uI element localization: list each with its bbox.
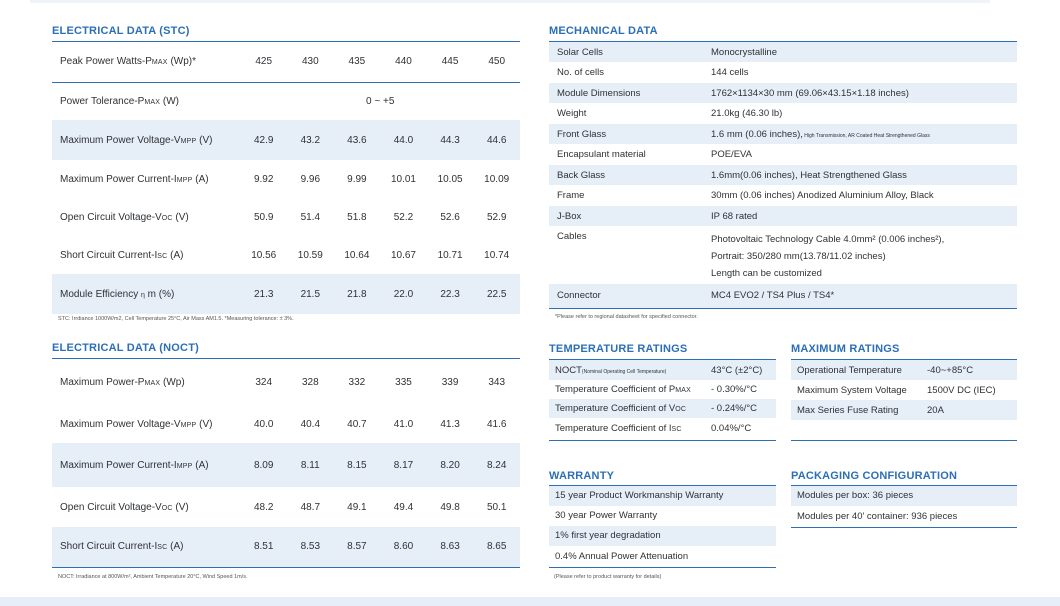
table-row [549, 284, 1017, 308]
list-item: 1% first year degradation [549, 526, 776, 546]
table-cell: 10.74 [484, 249, 510, 261]
table-row [52, 274, 520, 314]
table-cell: 50.1 [486, 501, 507, 513]
row-label: No. of cells [557, 67, 604, 78]
noct-section-title: ELECTRICAL DATA (NOCT) [52, 342, 199, 354]
list-item: Modules per 40' container: 936 pieces [791, 506, 1017, 528]
row-label: Maximum Power Voltage-VMPP (V) [52, 120, 240, 160]
row-label: Connector [549, 284, 703, 308]
table-cell: 52.2 [393, 211, 414, 223]
table-cell: 44.6 [473, 120, 520, 160]
table-cell: 40.0 [253, 418, 274, 430]
table-cell: 44.0 [380, 120, 427, 160]
row-value: - 0.24%/°C [705, 399, 776, 418]
table-cell: 8.09 [240, 443, 287, 487]
table-row [52, 236, 520, 274]
table-row [52, 82, 520, 120]
table-row [549, 103, 1017, 124]
row-value: 144 cells [711, 67, 749, 78]
table-row [549, 83, 1017, 103]
table-cell: 21.8 [334, 274, 381, 314]
table-row [549, 399, 776, 418]
table-row [52, 527, 520, 567]
table-row [549, 124, 1017, 144]
table-cell [791, 420, 921, 440]
table-cell: 9.99 [347, 173, 367, 185]
table-cell: 343 [488, 376, 506, 388]
table-cell: 9.92 [253, 173, 274, 185]
row-value: Monocrystalline [703, 42, 1017, 62]
table-cell: 10.09 [484, 173, 510, 185]
table-cell: 430 [287, 42, 334, 82]
row-value: 1762×1134×30 mm (69.06×43.15×1.18 inches) [703, 83, 1017, 103]
table-row [791, 380, 1017, 400]
warranty-section-title: WARRANTY [549, 470, 615, 482]
table-cell: 21.3 [240, 274, 287, 314]
row-value: 30mm (0.06 inches) Anodized Aluminium Alloy, Black [711, 190, 934, 201]
table-cell: 51.8 [347, 211, 367, 223]
table-cell: 40.4 [300, 418, 321, 430]
table-cell: 41.0 [393, 418, 414, 430]
table-cell: 8.24 [473, 443, 520, 487]
row-value: 1.6mm(0.06 inches), Heat Strengthened Glass [703, 165, 1017, 185]
table-row [549, 418, 776, 440]
table-cell: 8.57 [334, 527, 381, 567]
table-cell: 8.65 [473, 527, 520, 567]
row-label: Short Circuit Current-ISC (A) [60, 249, 184, 261]
row-label: Encapsulant material [557, 149, 646, 160]
list-item: 0.4% Annual Power Attenuation [549, 546, 776, 568]
warranty-footnote: (Please refer to product warranty for details) [554, 574, 662, 580]
table-cell: 49.4 [393, 501, 414, 513]
row-value: MC4 EVO2 / TS4 Plus / TS4* [703, 284, 1017, 308]
table-cell: 41.3 [440, 418, 460, 430]
table-cell: 50.9 [253, 211, 274, 223]
row-value: 0.04%/°C [705, 418, 776, 440]
table-cell: 42.9 [240, 120, 287, 160]
stc-section-title: ELECTRICAL DATA (STC) [52, 25, 190, 37]
mechanical-footnote: *Please refer to regional datasheet for specified connector. [555, 314, 698, 320]
table-row [549, 360, 776, 380]
noct-footnote: NOCT: Irradiance at 800W/m², Ambient Temperature 20°C, Wind Speed 1m/s. [58, 574, 248, 580]
row-label: Module Dimensions [549, 83, 703, 103]
list-item: 30 year Power Warranty [555, 510, 658, 521]
table-row [549, 144, 1017, 165]
table-cell: 435 [334, 42, 381, 82]
row-label: Weight [557, 108, 587, 119]
table-cell: 440 [380, 42, 427, 82]
table-cell: 8.11 [287, 443, 334, 487]
table-cell: 21.5 [287, 274, 334, 314]
cable-line: Portrait: 350/280 mm(13.78/11.02 inches) [711, 251, 886, 262]
table-row [52, 405, 520, 443]
table-row [52, 120, 520, 160]
table-cell: 51.4 [300, 211, 321, 223]
top-divider [30, 0, 990, 3]
row-label: Front Glass [549, 124, 703, 144]
row-label: Solar Cells [549, 42, 703, 62]
table-row [549, 226, 1017, 284]
maximum-section-title: MAXIMUM RATINGS [791, 343, 900, 355]
table-cell: 9.96 [300, 173, 321, 185]
row-label: Cables [557, 231, 587, 242]
row-label: Temperature Coefficient of ISC [549, 418, 705, 440]
mechanical-section-title: MECHANICAL DATA [549, 25, 658, 37]
row-label: NOCT(Nominal Operating Cell Temperature) [549, 360, 705, 380]
table-cell: 8.60 [380, 527, 427, 567]
table-row [791, 360, 1017, 380]
row-value: 1500V DC (IEC) [927, 384, 996, 396]
table-cell: 10.01 [390, 173, 416, 185]
list-item: Modules per box: 36 pieces [791, 486, 1017, 506]
table-row [52, 443, 520, 487]
table-cell: 445 [427, 42, 474, 82]
table-cell: 335 [395, 376, 412, 388]
stc-footnote: STC: Irrdiance 1000W/m2, Cell Temperature 25°C, Air Mass AM1.5. *Measuring tolerance: ± 3%. [58, 316, 294, 322]
table-cell: 339 [441, 376, 459, 388]
table-cell: 43.6 [334, 120, 381, 160]
table-row [52, 487, 520, 527]
row-value: POE/EVA [711, 149, 753, 160]
mechanical-table [549, 42, 1017, 309]
row-label: Maximum Power-PMAX (Wp) [60, 376, 185, 388]
row-label: J-Box [549, 206, 703, 226]
cable-line: Length can be customized [711, 268, 822, 279]
warranty-list [549, 486, 776, 568]
table-row [52, 160, 520, 198]
row-value [703, 226, 1017, 284]
table-cell: 49.8 [440, 501, 460, 513]
table-cell: 41.6 [486, 418, 507, 430]
table-cell: 10.59 [297, 249, 323, 261]
table-cell: 8.20 [427, 443, 474, 487]
row-value: IP 68 rated [703, 206, 1017, 226]
table-cell: 43.2 [287, 120, 334, 160]
maximum-table [791, 360, 1017, 441]
table-row [791, 400, 1017, 420]
row-value: 21.0kg (46.30 lb) [711, 108, 783, 119]
packaging-list [791, 486, 1017, 528]
table-cell: 48.7 [300, 501, 321, 513]
table-row [791, 420, 1017, 440]
table-cell: 10.56 [251, 249, 277, 261]
row-label: Maximum Power Current-IMPP (A) [52, 443, 240, 487]
table-cell: 0 ~ +5 [366, 95, 395, 107]
row-label: Short Circuit Current-ISC (A) [52, 527, 240, 567]
table-cell: 10.05 [437, 173, 463, 185]
table-cell: 44.3 [427, 120, 474, 160]
row-label: Frame [557, 190, 585, 201]
table-cell: 22.5 [473, 274, 520, 314]
row-label: Back Glass [549, 165, 703, 185]
stc-table [52, 42, 520, 314]
table-row [549, 206, 1017, 226]
table-cell: 332 [348, 376, 366, 388]
row-label: Maximum Power Voltage-VMPP (V) [60, 418, 213, 430]
row-label: Maximum Power Current-IMPP (A) [60, 173, 209, 185]
table-cell: 8.15 [334, 443, 381, 487]
table-cell: 52.9 [486, 211, 507, 223]
row-label: Operational Temperature [791, 360, 921, 380]
table-cell: 40.7 [347, 418, 367, 430]
row-value: - 0.30%/°C [711, 384, 758, 395]
table-row [52, 359, 520, 405]
row-label: Open Circuit Voltage-VOC (V) [60, 211, 189, 223]
row-label: Open Circuit Voltage-VOC (V) [60, 501, 189, 513]
table-cell: 324 [255, 376, 273, 388]
table-cell: 10.71 [437, 249, 463, 261]
row-label: Power Tolerance-PMAX (W) [60, 95, 179, 107]
table-cell: 8.63 [427, 527, 474, 567]
row-value: 43°C (±2°C) [705, 360, 776, 380]
row-label: Module Efficiency η m (%) [52, 274, 240, 314]
table-cell: 22.3 [427, 274, 474, 314]
row-value: 1.6 mm (0.06 inches), High Transmission, AR Coated Heat Strengthened Glass [703, 124, 1017, 144]
table-row [549, 42, 1017, 62]
row-label: Peak Power Watts-PMAX (Wp)* [52, 42, 240, 82]
table-row [549, 380, 776, 399]
row-label: Temperature Coefficient of PMAX [555, 384, 692, 395]
table-cell: 8.51 [240, 527, 287, 567]
table-cell: 48.2 [253, 501, 274, 513]
table-cell: 22.0 [380, 274, 427, 314]
table-row [549, 62, 1017, 83]
temperature-section-title: TEMPERATURE RATINGS [549, 343, 688, 355]
table-row [52, 42, 520, 82]
row-value: 20A [921, 400, 1017, 420]
row-label: Maximum System Voltage [797, 384, 907, 396]
table-cell: 8.17 [380, 443, 427, 487]
table-row [549, 165, 1017, 185]
temperature-table [549, 360, 776, 441]
table-row [549, 185, 1017, 206]
table-cell: 10.64 [344, 249, 370, 261]
packaging-section-title: PACKAGING CONFIGURATION [791, 470, 958, 482]
row-label: Max Series Fuse Rating [791, 400, 921, 420]
table-cell: 10.67 [390, 249, 416, 261]
footer-band [0, 597, 1060, 606]
table-cell [921, 420, 1017, 440]
row-value: -40~+85°C [921, 360, 1017, 380]
table-row [52, 198, 520, 236]
table-cell: 425 [240, 42, 287, 82]
table-cell: 450 [473, 42, 520, 82]
cable-line: Photovoltaic Technology Cable 4.0mm² (0.006 inches²), [711, 234, 945, 245]
table-cell: 8.53 [287, 527, 334, 567]
row-label: Temperature Coefficient of VOC [549, 399, 705, 418]
table-cell: 49.1 [347, 501, 367, 513]
noct-table [52, 359, 520, 568]
list-item: 15 year Product Workmanship Warranty [549, 486, 776, 506]
table-cell: 52.6 [440, 211, 460, 223]
table-cell: 328 [301, 376, 319, 388]
